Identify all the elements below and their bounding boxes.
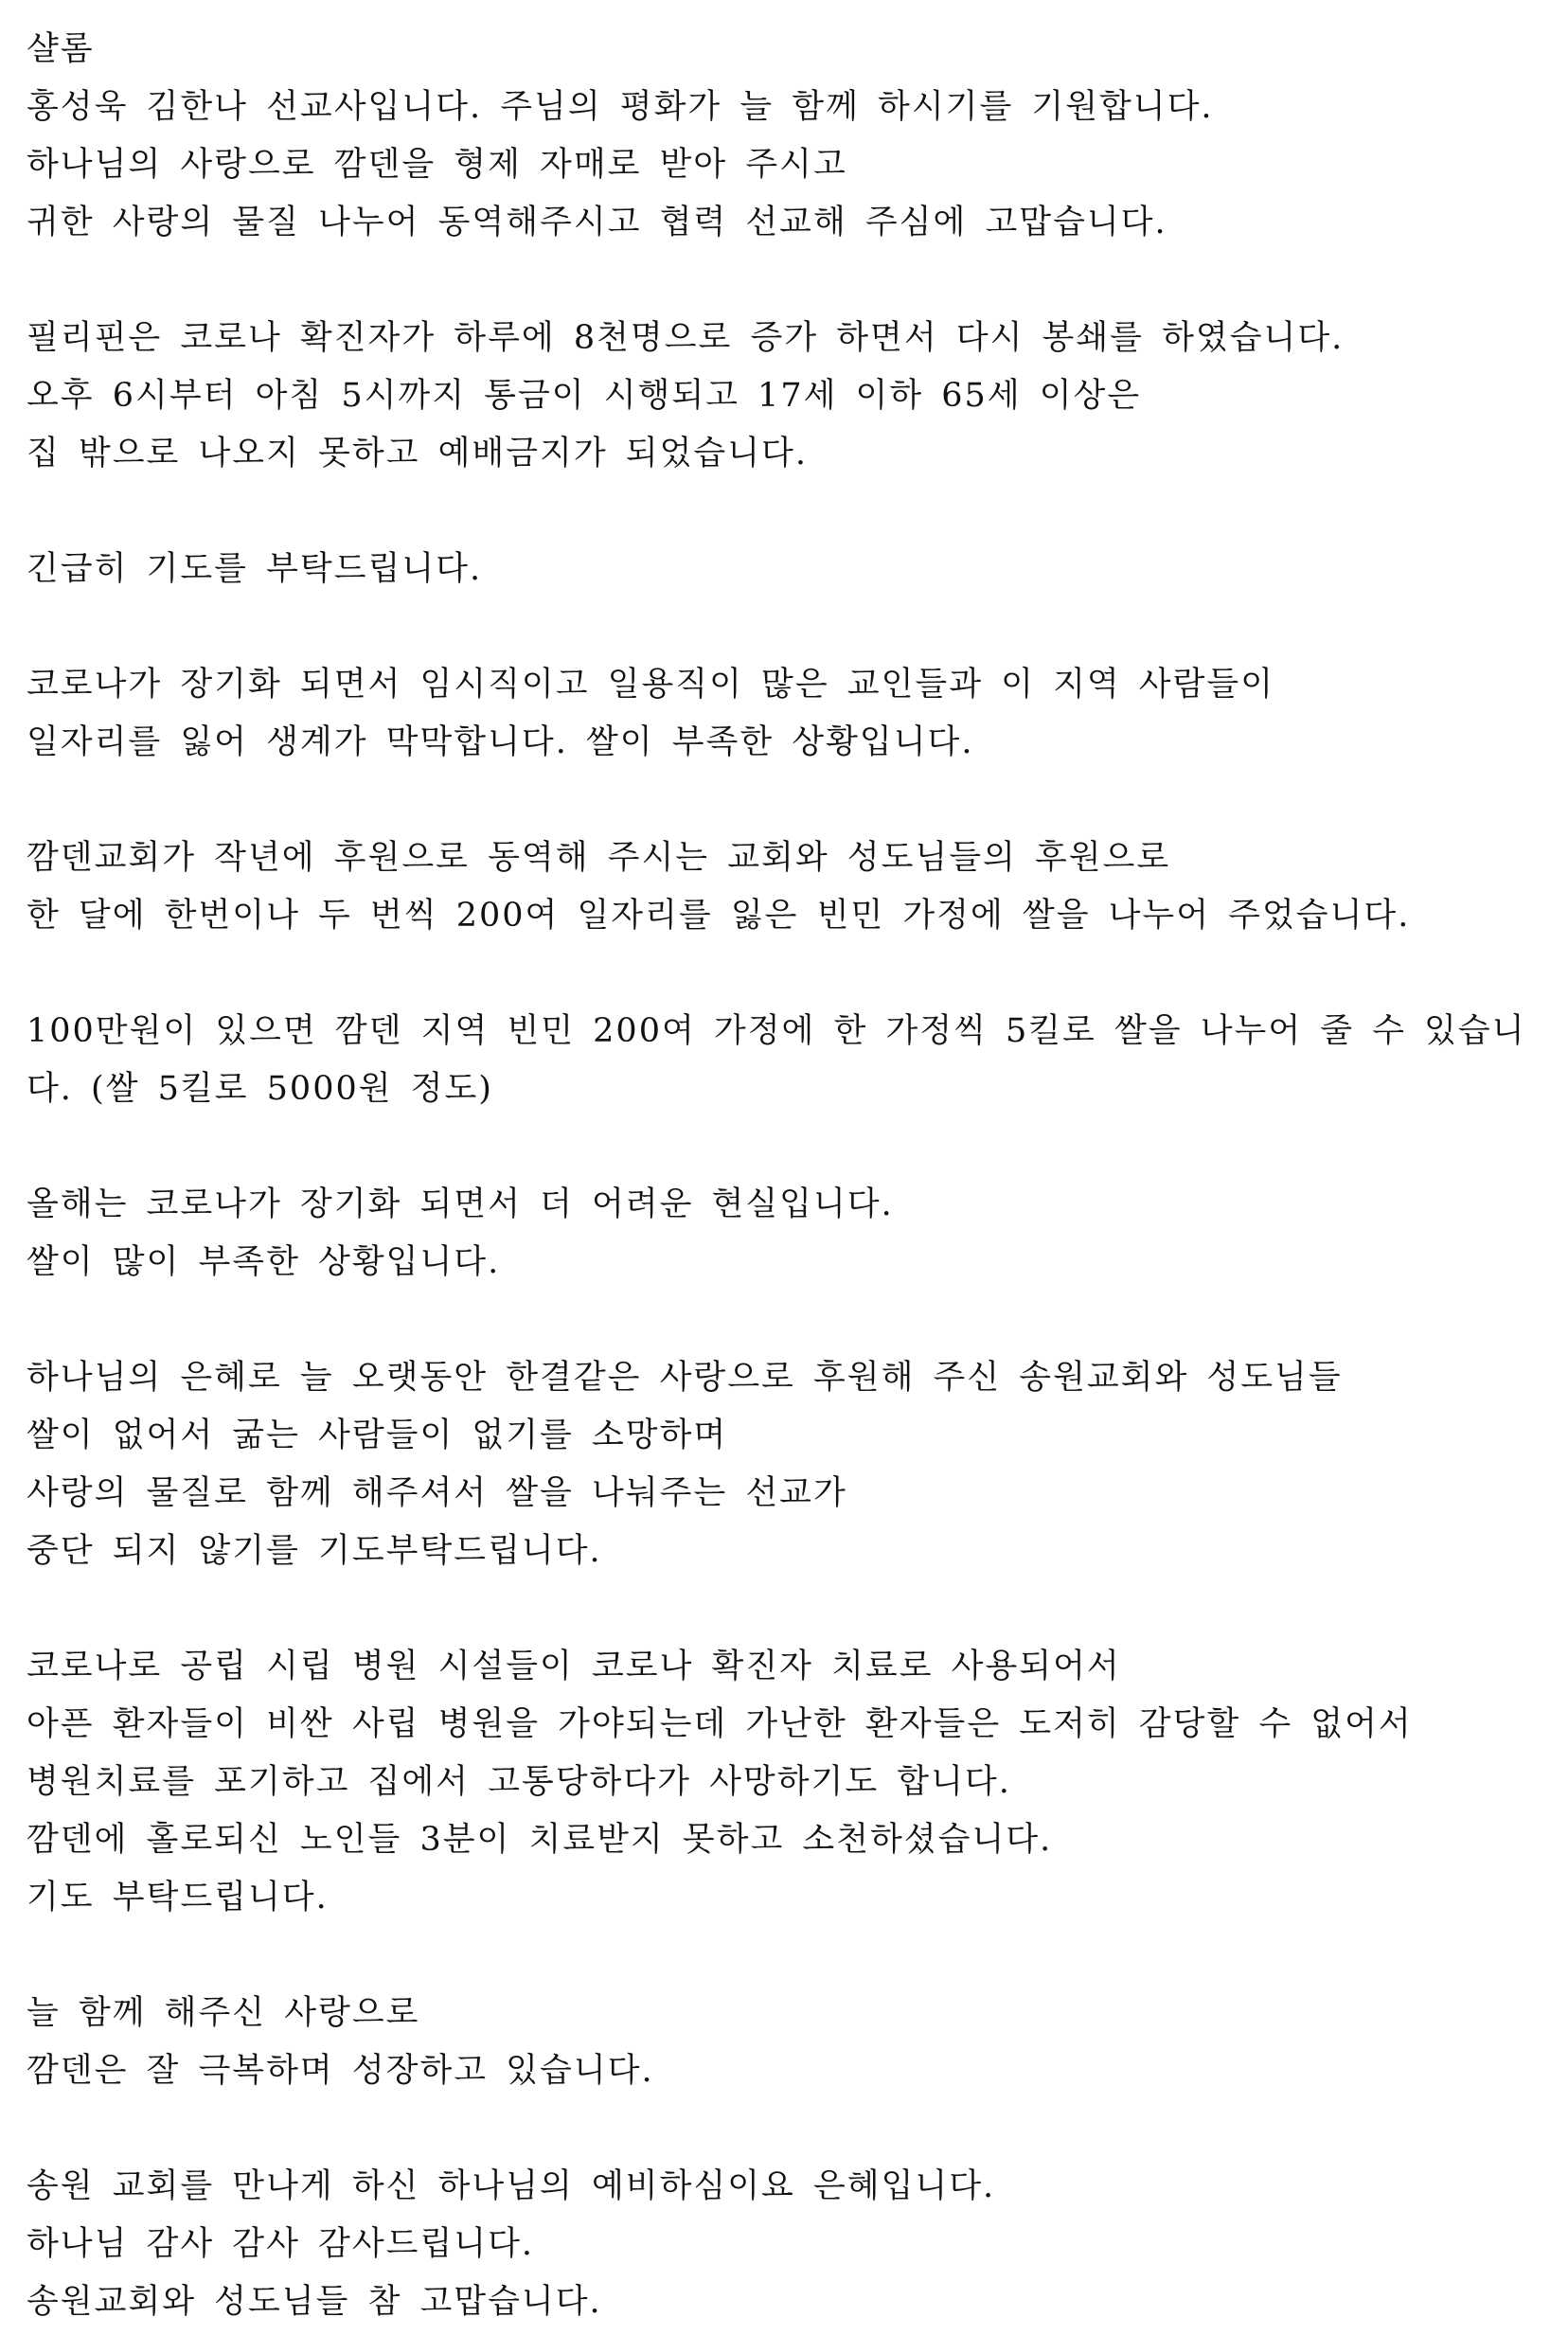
text-line: 긴급히 기도를 부탁드립니다.: [27, 550, 483, 588]
paragraph-rice-sharing: [27, 829, 1551, 945]
text-line: 오후 6시부터 아침 5시까지 통금이 시행되고 17세 이하 65세 이상은: [27, 377, 1142, 415]
text-line: 사랑의 물질로 함께 해주셔서 쌀을 나눠주는 선교가: [27, 1474, 847, 1512]
text-line: 필리핀은 코로나 확진자가 하루에 8천명으로 증가 하면서 다시 봉쇄를 하였습니다.: [27, 319, 1345, 357]
text-line: 하나님의 은혜로 늘 오랫동안 한결같은 사랑으로 후원해 주신 송원교회와 성도님들: [27, 1359, 1343, 1397]
text-line: 한 달에 한번이나 두 번씩 200여 일자리를 잃은 빈민 가정에 쌀을 나누어 주었습니다.: [27, 897, 1411, 935]
text-line: 홍성욱 김한나 선교사입니다. 주님의 평화가 늘 함께 하시기를 기원합니다.: [27, 88, 1214, 126]
text-line: 쌀이 많이 부족한 상황입니다.: [27, 1243, 501, 1281]
text-line: 일자리를 잃어 생계가 막막합니다. 쌀이 부족한 상황입니다.: [27, 723, 974, 761]
letter-body: [27, 21, 1551, 2331]
text-line: 아픈 환자들이 비싼 사립 병원을 가야되는데 가난한 환자들은 도저히 감당할 수 없어서: [27, 1705, 1413, 1743]
paragraph-growth: [27, 1985, 1551, 2100]
text-line: 코로나가 장기화 되면서 임시직이고 일용직이 많은 교인들과 이 지역 사람들이: [27, 666, 1275, 704]
text-line: 쌀이 없어서 굶는 사람들이 없기를 소망하며: [27, 1417, 728, 1454]
text-line: 병원치료를 포기하고 집에서 고통당하다가 사망하기도 합니다.: [27, 1763, 1011, 1801]
text-line: 샬롬: [27, 30, 95, 68]
paragraph-urgent-prayer: [27, 541, 1551, 598]
paragraph-this-year: [27, 1176, 1551, 1292]
paragraph-lockdown: [27, 310, 1551, 483]
paragraph-cost: [27, 1003, 1551, 1118]
text-line: 깜덴에 홀로되신 노인들 3분이 치료받지 못하고 소천하셨습니다.: [27, 1821, 1053, 1859]
text-line: 다. (쌀 5킬로 5000원 정도): [27, 1070, 493, 1108]
text-line: 중단 되지 않기를 기도부탁드립니다.: [27, 1532, 602, 1570]
text-line: 송원교회와 성도님들 참 고맙습니다.: [27, 2283, 602, 2321]
text-line: 깜덴교회가 작년에 후원으로 동역해 주시는 교회와 성도님들의 후원으로: [27, 839, 1171, 877]
paragraph-thanks: [27, 2158, 1551, 2331]
text-line: 하나님의 사랑으로 깜덴을 형제 자매로 받아 주시고: [27, 146, 847, 184]
text-line: 송원 교회를 만나게 하신 하나님의 예비하심이요 은혜입니다.: [27, 2167, 996, 2205]
text-line: 하나님 감사 감사 감사드립니다.: [27, 2225, 535, 2263]
text-line: 귀한 사랑의 물질 나누어 동역해주시고 협력 선교해 주심에 고맙습니다.: [27, 204, 1167, 241]
text-line: 코로나로 공립 시립 병원 시설들이 코로나 확진자 치료로 사용되어서: [27, 1648, 1121, 1685]
text-line: 올해는 코로나가 장기화 되면서 더 어려운 현실입니다.: [27, 1185, 894, 1223]
paragraph-support-request: [27, 1349, 1551, 1580]
paragraph-jobs: [27, 656, 1551, 772]
text-line: 집 밖으로 나오지 못하고 예배금지가 되었습니다.: [27, 435, 808, 472]
text-line: 깜덴은 잘 극복하며 성장하고 있습니다.: [27, 2052, 654, 2090]
text-line: 늘 함께 해주신 사랑으로: [27, 1994, 420, 2032]
text-line: 100만원이 있으면 깜덴 지역 빈민 200여 가정에 한 가정씩 5킬로 쌀을 나누어 줄 수 있습니: [27, 1012, 1526, 1050]
paragraph-greeting: [27, 21, 1551, 252]
paragraph-hospitals: [27, 1638, 1551, 1927]
text-line: 기도 부탁드립니다.: [27, 1879, 329, 1916]
